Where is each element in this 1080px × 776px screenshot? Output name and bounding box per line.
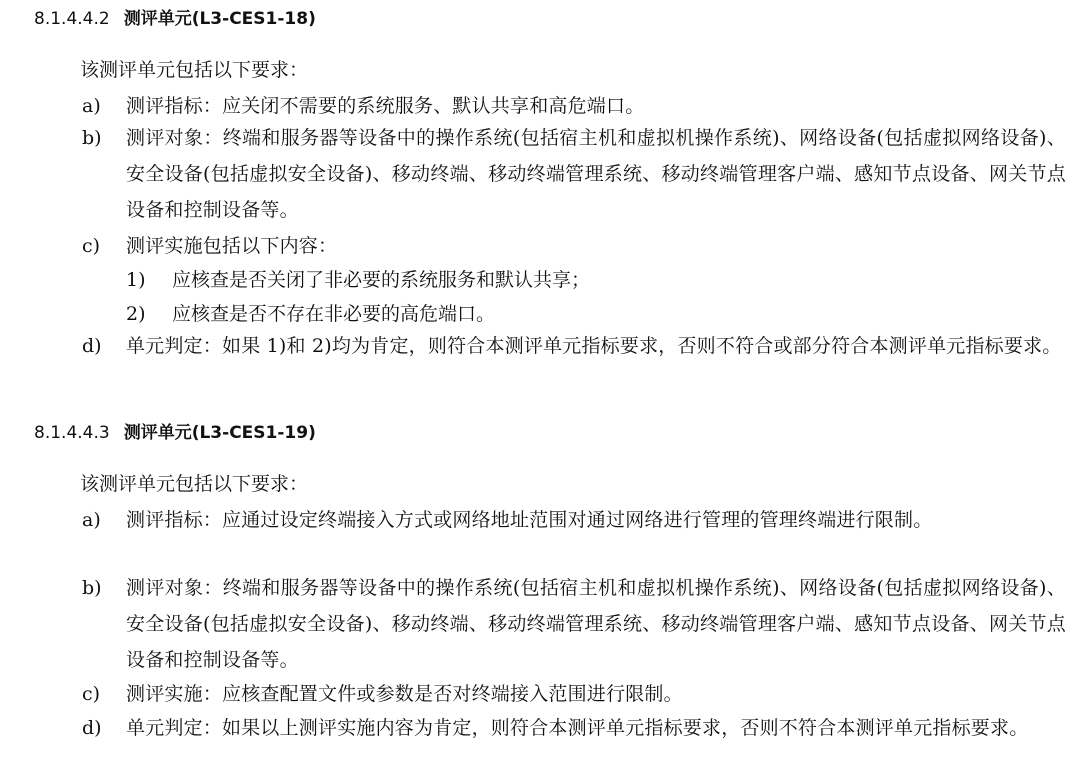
item-marker: b) <box>82 127 102 149</box>
section-code: (L3-CES1-18) <box>191 9 316 29</box>
item-text: 测评指标：应关闭不需要的系统服务、默认共享和高危端口。 <box>126 95 645 117</box>
list-item <box>82 228 1062 264</box>
item-text: 测评对象：终端和服务器等设备中的操作系统(包括宿主机和虚拟机操作系统)、网络设备(包括虚拟网络设备)、安全设备(包括虚拟安全设备)、移动终端、移动终端管理系统、移动终端管理客户端、感知节点设备、网关节点设备和控制设备等。 <box>126 127 1066 221</box>
item-marker: b) <box>82 577 102 599</box>
item-text: 单元判定：如果 1)和 2)均为肯定，则符合本测评单元指标要求，否则不符合或部分符合本测评单元指标要求。 <box>126 335 1062 357</box>
item-text: 测评对象：终端和服务器等设备中的操作系统(包括宿主机和虚拟机操作系统)、网络设备(包括虚拟网络设备)、安全设备(包括虚拟安全设备)、移动终端、移动终端管理系统、移动终端管理客户端、感知节点设备、网关节点设备和控制设备等。 <box>126 577 1066 671</box>
item-marker: a) <box>82 95 101 117</box>
sub-item-text: 应核查是否不存在非必要的高危端口。 <box>172 303 496 325</box>
list-item <box>82 570 1066 678</box>
list-item <box>82 328 1062 400</box>
section-heading <box>34 8 316 30</box>
section-heading <box>34 422 316 444</box>
item-marker: c) <box>82 683 101 705</box>
item-marker: c) <box>82 235 101 257</box>
list-item <box>82 710 1062 776</box>
sub-item-marker: 2) <box>126 303 146 325</box>
section-intro: 该测评单元包括以下要求： <box>80 473 309 495</box>
list-item <box>82 676 1062 712</box>
item-marker: a) <box>82 509 101 531</box>
item-text: 测评指标：应通过设定终端接入方式或网络地址范围对通过网络进行管理的管理终端进行限制。 <box>126 509 933 531</box>
section-title: 测评单元 <box>123 423 192 443</box>
section-title: 测评单元 <box>123 9 192 29</box>
item-marker: d) <box>82 717 102 739</box>
list-item <box>82 120 1066 228</box>
section-intro: 该测评单元包括以下要求： <box>80 59 309 81</box>
sub-list-item <box>126 296 1026 332</box>
item-text: 测评实施：应核查配置文件或参数是否对终端接入范围进行限制。 <box>126 683 683 705</box>
list-item <box>82 88 1062 124</box>
sub-item-text: 应核查是否关闭了非必要的系统服务和默认共享； <box>172 269 591 291</box>
item-text: 单元判定：如果以上测评实施内容为肯定，则符合本测评单元指标要求，否则不符合本测评单元指标要求。 <box>126 717 1029 739</box>
section-number: 8.1.4.4.2 <box>34 9 110 29</box>
item-text: 测评实施包括以下内容： <box>126 235 338 257</box>
section-code: (L3-CES1-19) <box>191 423 316 443</box>
list-item <box>82 502 1062 574</box>
item-marker: d) <box>82 335 102 357</box>
section-number: 8.1.4.4.3 <box>34 423 110 443</box>
sub-item-marker: 1) <box>126 269 146 291</box>
sub-list-item <box>126 262 1026 298</box>
